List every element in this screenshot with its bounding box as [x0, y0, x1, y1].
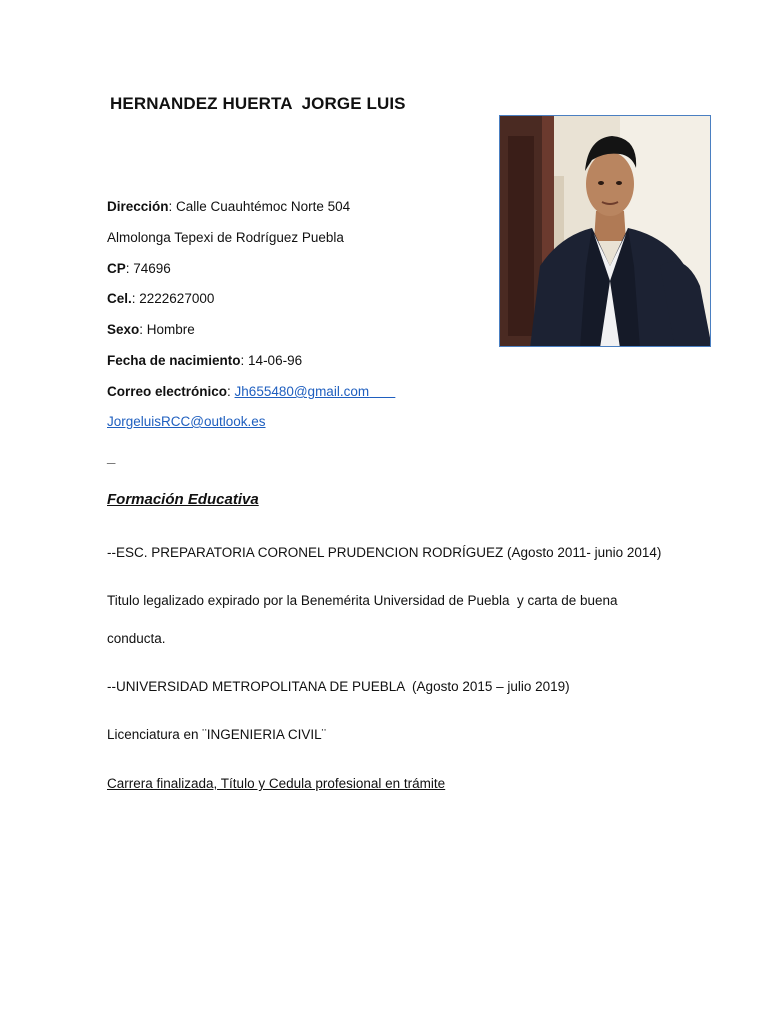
cel-line: [107, 291, 214, 306]
cel-label: Cel.: [107, 291, 132, 306]
cv-name-heading: HERNANDEZ HUERTA JORGE LUIS: [110, 94, 406, 113]
email-link-gmail[interactable]: Jh655480@gmail.com: [234, 384, 370, 399]
sexo-label: Sexo: [107, 322, 140, 337]
address-label: Dirección: [107, 199, 169, 214]
address-line: [107, 199, 350, 214]
sexo-line: [107, 322, 195, 337]
education-school-1-note-a: Titulo legalizado expirado por la Benemérita Universidad de Puebla y carta de buena: [107, 593, 618, 608]
birth-line: [107, 353, 302, 368]
cp-label: CP: [107, 261, 126, 276]
profile-photo: [499, 115, 711, 347]
birth-value: : 14-06-96: [240, 353, 303, 368]
education-section-title: Formación Educativa: [107, 491, 259, 508]
education-degree: Licenciatura en ¨INGENIERIA CIVIL¨: [107, 727, 327, 742]
email-line: [107, 384, 395, 399]
separator-dash: _: [107, 449, 116, 466]
education-school-1: --ESC. PREPARATORIA CORONEL PRUDENCION RODRÍGUEZ (Agosto 2011- junio 2014): [107, 545, 662, 560]
education-school-1-note-b: conducta.: [107, 631, 166, 646]
address-line-2: Almolonga Tepexi de Rodríguez Puebla: [107, 230, 344, 245]
education-school-2: --UNIVERSIDAD METROPOLITANA DE PUEBLA (Agosto 2015 – julio 2019): [107, 679, 570, 694]
cel-value: : 2222627000: [131, 291, 215, 306]
cp-line: [107, 261, 171, 276]
cp-value: : 74696: [125, 261, 171, 276]
email-link-outlook[interactable]: JorgeluisRCC@outlook.es: [107, 414, 266, 429]
education-status: Carrera finalizada, Título y Cedula profesional en trámite: [107, 776, 446, 791]
email-separator: :: [227, 384, 235, 399]
email-label: Correo electrónico: [107, 384, 228, 399]
email-link-trailing-space: [369, 384, 395, 399]
sexo-value: : Hombre: [139, 322, 195, 337]
birth-label: Fecha de nacimiento: [107, 353, 241, 368]
email-line-2: [107, 414, 266, 429]
address-value: : Calle Cuauhtémoc Norte 504: [168, 199, 351, 214]
